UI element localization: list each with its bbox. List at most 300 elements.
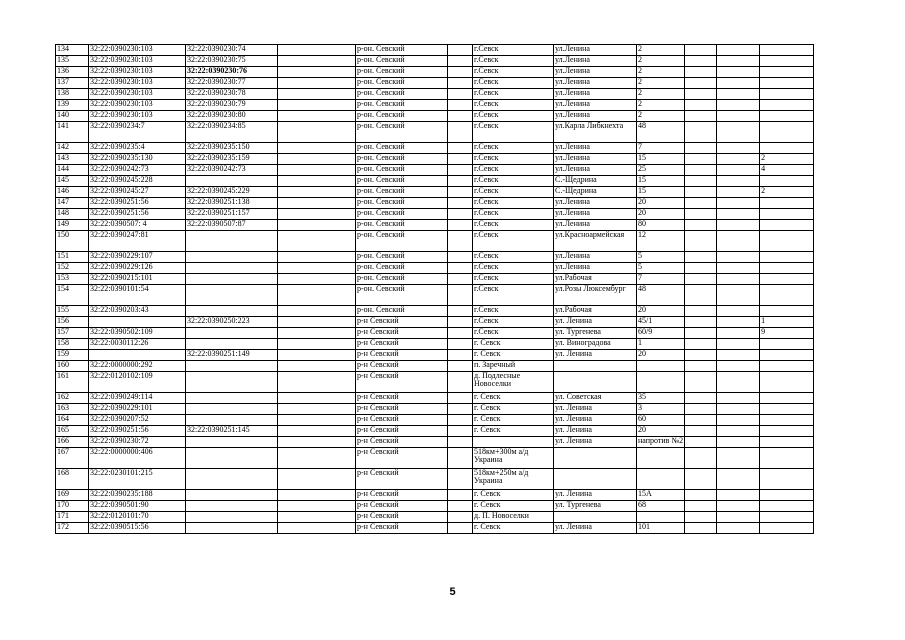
empty-cell [685,198,717,209]
table-row [56,350,814,361]
quantity-cell [760,252,814,263]
table-row [56,339,814,350]
street-cell [554,372,637,393]
table-row [56,372,814,393]
row-number-cell: 140 [56,111,89,122]
quantity-cell: 2 [760,154,814,165]
street-cell: ул. Ленина [554,490,637,501]
empty-cell [448,317,473,328]
table-row [56,448,814,469]
empty-cell [685,404,717,415]
house-number-cell: 15 [637,154,685,165]
district-cell: р-он. Севский [356,45,448,56]
street-cell [554,469,637,490]
empty-cell [717,501,760,512]
district-cell: р-он. Севский [356,67,448,78]
empty-cell [717,404,760,415]
district-cell: р-он. Севский [356,176,448,187]
empty-cell [717,350,760,361]
street-cell: ул.Ленина [554,100,637,111]
row-number-cell: 149 [56,220,89,231]
house-number-cell: 15 [637,176,685,187]
cadastral-number-cell: 32:22:0390251:145 [186,426,278,437]
empty-cell [685,45,717,56]
district-cell: р-н Севский [356,393,448,404]
parcel-number-cell: 32:22:0390230:72 [89,437,186,448]
house-number-cell: 20 [637,198,685,209]
empty-cell [717,317,760,328]
district-cell: р-он. Севский [356,231,448,252]
row-number-cell: 147 [56,198,89,209]
locality-cell: г.Севск [473,78,554,89]
cadastral-number-cell: 32:22:0390230:75 [186,56,278,67]
empty-cell [448,111,473,122]
street-cell: ул. Виноградова [554,339,637,350]
street-cell: ул.Ленина [554,252,637,263]
cadastral-number-cell: 32:22:0390251:157 [186,209,278,220]
empty-cell [685,209,717,220]
house-number-cell: 2 [637,45,685,56]
quantity-cell [760,448,814,469]
locality-cell: г. Севск [473,350,554,361]
locality-cell: г. Севск [473,393,554,404]
house-number-cell: 2 [637,67,685,78]
empty-cell [717,165,760,176]
locality-cell: г.Севск [473,285,554,306]
house-number-cell: 5 [637,263,685,274]
empty-cell [717,67,760,78]
locality-cell: г.Севск [473,165,554,176]
empty-cell [278,393,356,404]
locality-cell: г. Севск [473,415,554,426]
table-row [56,143,814,154]
locality-cell: г. Севск [473,490,554,501]
table-row [56,501,814,512]
quantity-cell [760,361,814,372]
quantity-cell [760,220,814,231]
district-cell: р-он. Севский [356,263,448,274]
empty-cell [278,198,356,209]
parcel-number-cell: 32:22:0390207:52 [89,415,186,426]
empty-cell [448,415,473,426]
empty-cell [717,209,760,220]
district-cell: р-н Севский [356,372,448,393]
house-number-cell: 101 [637,523,685,534]
cadastral-number-cell [186,361,278,372]
empty-cell [685,512,717,523]
house-number-cell: 2 [637,100,685,111]
table-row [56,361,814,372]
table-row [56,328,814,339]
district-cell: р-н Севский [356,523,448,534]
empty-cell [278,122,356,143]
street-cell: ул. Тургенева [554,501,637,512]
cadastral-number-cell: 32:22:0390242:73 [186,165,278,176]
locality-cell: г.Севск [473,89,554,100]
street-cell: ул.Ленина [554,165,637,176]
empty-cell [278,263,356,274]
empty-cell [685,317,717,328]
locality-cell: г. Севск [473,426,554,437]
empty-cell [448,231,473,252]
quantity-cell [760,404,814,415]
table-row [56,263,814,274]
row-number-cell: 136 [56,67,89,78]
empty-cell [717,306,760,317]
quantity-cell [760,393,814,404]
empty-cell [448,339,473,350]
empty-cell [278,339,356,350]
quantity-cell [760,56,814,67]
empty-cell [448,154,473,165]
street-cell: ул. Ленина [554,317,637,328]
parcel-number-cell: 32:22:0390229:107 [89,252,186,263]
parcel-number-cell: 32:22:0390230:103 [89,78,186,89]
table-row [56,67,814,78]
house-number-cell: 7 [637,143,685,154]
row-number-cell: 172 [56,523,89,534]
row-number-cell: 137 [56,78,89,89]
quantity-cell [760,339,814,350]
street-cell: С.-Щедрина [554,187,637,198]
row-number-cell: 156 [56,317,89,328]
quantity-cell [760,512,814,523]
empty-cell [448,263,473,274]
empty-cell [278,317,356,328]
district-cell: р-н Севский [356,404,448,415]
cadastral-number-cell: 32:22:0390507:87 [186,220,278,231]
quantity-cell [760,231,814,252]
empty-cell [717,415,760,426]
locality-cell: 518км+250м а/д Украина [473,469,554,490]
empty-cell [685,122,717,143]
house-number-cell: 2 [637,78,685,89]
empty-cell [448,490,473,501]
street-cell: ул. Ленина [554,415,637,426]
table-row [56,252,814,263]
cadastral-number-cell [186,274,278,285]
locality-cell: г.Севск [473,56,554,67]
locality-cell: г. Севск [473,501,554,512]
parcel-number-cell: 32:22:0030112:26 [89,339,186,350]
street-cell: ул.Красноармейская [554,231,637,252]
empty-cell [448,306,473,317]
empty-cell [685,523,717,534]
district-cell: р-он. Севский [356,100,448,111]
empty-cell [448,143,473,154]
row-number-cell: 164 [56,415,89,426]
row-number-cell: 171 [56,512,89,523]
empty-cell [278,154,356,165]
cadastral-number-cell: 32:22:0390251:149 [186,350,278,361]
empty-cell [278,67,356,78]
district-cell: р-н Севский [356,415,448,426]
street-cell: ул.Ленина [554,209,637,220]
locality-cell: г.Севск [473,252,554,263]
cadastral-number-cell: 32:22:0390251:138 [186,198,278,209]
table-row [56,89,814,100]
empty-cell [448,469,473,490]
house-number-cell: 2 [637,89,685,100]
district-cell: р-н Севский [356,512,448,523]
empty-cell [685,361,717,372]
row-number-cell: 169 [56,490,89,501]
empty-cell [685,111,717,122]
empty-cell [448,78,473,89]
quantity-cell [760,78,814,89]
parcel-number-cell: 32:22:0390215:101 [89,274,186,285]
row-number-cell: 148 [56,209,89,220]
house-number-cell: 25 [637,165,685,176]
empty-cell [717,56,760,67]
cadastral-number-cell: 32:22:0390230:80 [186,111,278,122]
empty-cell [448,372,473,393]
empty-cell [717,111,760,122]
row-number-cell: 160 [56,361,89,372]
empty-cell [448,437,473,448]
cadastral-number-cell [186,285,278,306]
district-cell: р-он. Севский [356,89,448,100]
quantity-cell [760,45,814,56]
table-row [56,187,814,198]
row-number-cell: 153 [56,274,89,285]
house-number-cell [637,372,685,393]
street-cell: ул.Ленина [554,263,637,274]
house-number-cell: 60 [637,415,685,426]
quantity-cell [760,490,814,501]
empty-cell [717,263,760,274]
row-number-cell: 170 [56,501,89,512]
district-cell: р-н Севский [356,361,448,372]
street-cell: ул.Рабочая [554,306,637,317]
locality-cell: г.Севск [473,45,554,56]
parcel-number-cell: 32:22:0390235:188 [89,490,186,501]
locality-cell: г.Севск [473,328,554,339]
cadastral-number-cell [186,490,278,501]
empty-cell [278,437,356,448]
empty-cell [685,501,717,512]
district-cell: р-н Севский [356,317,448,328]
empty-cell [685,78,717,89]
parcel-number-cell: 32:22:0390501:90 [89,501,186,512]
quantity-cell [760,176,814,187]
house-number-cell: 48 [637,285,685,306]
empty-cell [685,89,717,100]
empty-cell [685,220,717,231]
empty-cell [717,448,760,469]
empty-cell [278,285,356,306]
empty-cell [448,165,473,176]
empty-cell [278,523,356,534]
table-row [56,165,814,176]
street-cell: ул.Рабочая [554,274,637,285]
empty-cell [448,45,473,56]
empty-cell [717,361,760,372]
quantity-cell: 2 [760,187,814,198]
row-number-cell: 166 [56,437,89,448]
empty-cell [685,285,717,306]
empty-cell [717,372,760,393]
quantity-cell [760,67,814,78]
street-cell: ул.Ленина [554,67,637,78]
district-cell: р-н Севский [356,448,448,469]
cadastral-number-cell [186,469,278,490]
street-cell: ул.Ленина [554,111,637,122]
empty-cell [278,361,356,372]
empty-cell [717,274,760,285]
cadastral-number-cell: 32:22:0390230:79 [186,100,278,111]
quantity-cell [760,100,814,111]
street-cell: ул.Розы Люксембург [554,285,637,306]
empty-cell [448,176,473,187]
locality-cell: г.Севск [473,209,554,220]
empty-cell [717,176,760,187]
empty-cell [685,143,717,154]
empty-cell [717,45,760,56]
empty-cell [278,100,356,111]
street-cell: ул.Ленина [554,198,637,209]
cadastral-number-cell [186,393,278,404]
street-cell: ул. Советская [554,393,637,404]
empty-cell [685,231,717,252]
street-cell [554,448,637,469]
empty-cell [685,437,717,448]
table-row [56,306,814,317]
street-cell: ул. Ленина [554,426,637,437]
district-cell: р-н Севский [356,350,448,361]
empty-cell [278,404,356,415]
quantity-cell: 1 [760,317,814,328]
street-cell: ул. Тургенева [554,328,637,339]
table-row [56,100,814,111]
locality-cell: г. Севск [473,339,554,350]
locality-cell: п. Заречный [473,361,554,372]
empty-cell [278,328,356,339]
quantity-cell [760,426,814,437]
cadastral-number-cell [186,306,278,317]
empty-cell [278,209,356,220]
locality-cell: г.Севск [473,187,554,198]
empty-cell [448,285,473,306]
district-cell: р-он. Севский [356,306,448,317]
empty-cell [448,89,473,100]
locality-cell: г.Севск [473,154,554,165]
house-number-cell: 12 [637,231,685,252]
street-cell: ул. Ленина [554,523,637,534]
empty-cell [278,372,356,393]
parcel-number-cell: 32:22:0390230:103 [89,100,186,111]
quantity-cell [760,285,814,306]
locality-cell: г.Севск [473,231,554,252]
empty-cell [717,285,760,306]
row-number-cell: 155 [56,306,89,317]
empty-cell [685,306,717,317]
parcel-number-cell: 32:22:0390234:7 [89,122,186,143]
parcel-number-cell: 32:22:0390502:109 [89,328,186,339]
empty-cell [685,154,717,165]
row-number-cell: 151 [56,252,89,263]
street-cell: ул.Ленина [554,143,637,154]
district-cell: р-он. Севский [356,198,448,209]
district-cell: р-он. Севский [356,187,448,198]
row-number-cell: 158 [56,339,89,350]
house-number-cell: 20 [637,209,685,220]
empty-cell [278,45,356,56]
table-row [56,231,814,252]
row-number-cell: 162 [56,393,89,404]
house-number-cell [637,469,685,490]
cadastral-number-cell [186,339,278,350]
empty-cell [717,490,760,501]
street-cell: ул. Ленина [554,437,637,448]
table-row [56,404,814,415]
table-row [56,426,814,437]
house-number-cell: 45/1 [637,317,685,328]
house-number-cell: 1 [637,339,685,350]
street-cell: ул. Ленина [554,350,637,361]
parcel-number-cell: 32:22:0390251:56 [89,426,186,437]
empty-cell [448,122,473,143]
row-number-cell: 139 [56,100,89,111]
empty-cell [685,56,717,67]
locality-cell: г.Севск [473,143,554,154]
parcel-number-cell: 32:22:0390230:103 [89,89,186,100]
empty-cell [278,448,356,469]
empty-cell [685,372,717,393]
district-cell: р-н Севский [356,426,448,437]
empty-cell [448,426,473,437]
cadastral-number-cell [186,415,278,426]
parcel-number-cell: 32:22:0390229:126 [89,263,186,274]
quantity-cell [760,89,814,100]
house-number-cell: 48 [637,122,685,143]
parcel-number-cell: 32:22:0390230:103 [89,45,186,56]
empty-cell [278,56,356,67]
table-row [56,437,814,448]
empty-cell [278,187,356,198]
locality-cell: г. Севск [473,523,554,534]
empty-cell [448,187,473,198]
house-number-cell: 20 [637,350,685,361]
parcel-number-cell: 32:22:0390101:54 [89,285,186,306]
quantity-cell [760,501,814,512]
house-number-cell [637,512,685,523]
empty-cell [685,393,717,404]
empty-cell [278,143,356,154]
empty-cell [278,306,356,317]
quantity-cell: 4 [760,165,814,176]
empty-cell [278,426,356,437]
empty-cell [448,220,473,231]
empty-cell [717,426,760,437]
quantity-cell [760,372,814,393]
empty-cell [717,393,760,404]
empty-cell [717,469,760,490]
empty-cell [448,252,473,263]
house-number-cell: 15А [637,490,685,501]
locality-cell: г.Севск [473,176,554,187]
empty-cell [717,143,760,154]
empty-cell [685,176,717,187]
row-number-cell: 157 [56,328,89,339]
locality-cell: г.Севск [473,317,554,328]
table-row [56,469,814,490]
empty-cell [685,490,717,501]
table-row [56,490,814,501]
row-number-cell: 154 [56,285,89,306]
empty-cell [448,198,473,209]
table-row [56,56,814,67]
